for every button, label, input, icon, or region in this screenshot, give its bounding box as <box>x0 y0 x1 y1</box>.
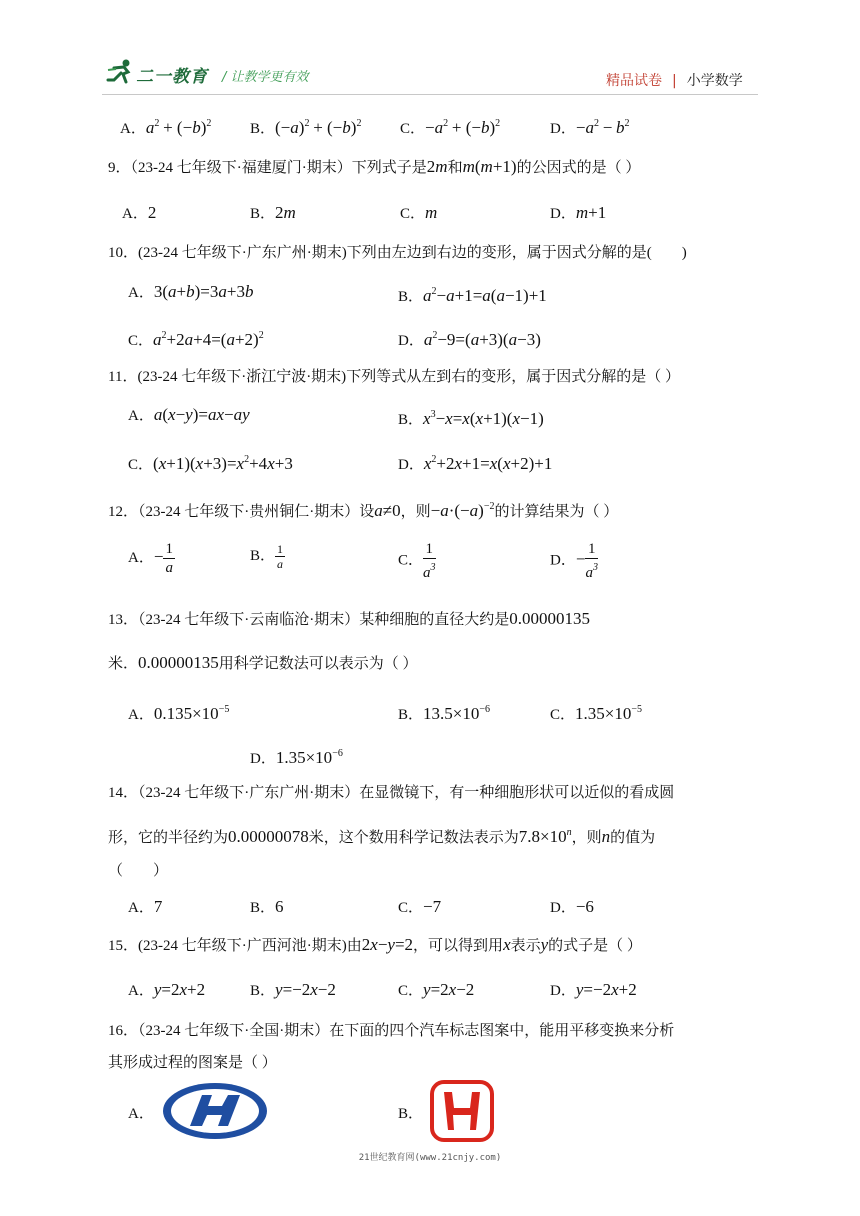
question-14-line3: （ ） <box>108 863 169 879</box>
q10-option-a: A．3(a+b)=3a+3b <box>128 282 254 301</box>
q14-option-b: B．6 <box>250 897 284 916</box>
runner-logo-icon <box>106 58 136 86</box>
q11-option-a: A．a(x−y)=ax−ay <box>128 405 250 424</box>
q14-option-c: C．−7 <box>398 897 442 916</box>
header-divider <box>102 94 758 95</box>
logo-text: 二一教育 <box>136 67 208 87</box>
question-16-line2: 其形成过程的图案是（ ） <box>108 1055 277 1071</box>
header-separator: | <box>672 73 677 89</box>
q15-option-b: B．y=−2x−2 <box>250 980 336 999</box>
q12-option-b: B． $\frac{1}{a}$ <box>250 542 284 571</box>
q16-option-b-label: B． <box>398 1106 424 1122</box>
q11-option-b: B．$x^3-x=x(x+1)(x-1)$ <box>398 409 544 428</box>
hyundai-logo-icon <box>160 1080 270 1142</box>
q12-option-a: A．− $\frac{1}{a}$ <box>128 541 173 576</box>
q8-option-c: C．$-a^2 + (-b)^2$ <box>400 118 501 137</box>
question-14: 14．（23-24 七年级下·广东广州·期末）在显微镜下，有一种细胞形状可以近似的看成圆 <box>108 785 675 801</box>
question-16: 16．（23-24 七年级下·全国·期末）在下面的四个汽车标志图案中，能用平移变换来分析 <box>108 1023 675 1039</box>
question-15: 15．(23-24 七年级下·广西河池·期末)由2x−y=2，可以得到用x表示y的式子是（ ） <box>108 935 642 954</box>
question-10: 10．(23-24 七年级下·广东广州·期末)下列由左边到右边的变形，属于因式分解的是( ) <box>108 245 687 261</box>
q9-option-c: C．m <box>400 203 438 222</box>
header-right <box>606 70 743 90</box>
slogan: / 让教学更有效 <box>222 70 309 85</box>
question-11: 11．(23-24 七年级下·浙江宁波·期末)下列等式从左到右的变形，属于因式分解的是（ ） <box>108 369 680 385</box>
honda-logo-icon <box>430 1080 494 1142</box>
q10-option-d: D．$a^2-9=(a+3)(a-3)$ <box>398 330 541 349</box>
q15-option-d: D．y=−2x+2 <box>550 980 637 999</box>
q13-option-c: C．$1.35\times 10^{-5}$ <box>550 704 642 723</box>
q14-option-a: A．7 <box>128 897 163 916</box>
q13-option-a: A．$0.135\times 10^{-5}$ <box>128 704 230 723</box>
q14-option-d: D．−6 <box>550 897 594 916</box>
header-category: 精品试卷 <box>606 73 662 89</box>
q16-option-a-label: A． <box>128 1106 154 1122</box>
question-9: 9．（23-24 七年级下·福建厦门·期末）下列式子是2m和m(m+1)的公因式的是（ ） <box>108 157 641 176</box>
question-13: 13．（23-24 七年级下·云南临沧·期末）某种细胞的直径大约是0.00000135 <box>108 609 591 628</box>
page-header <box>0 0 860 100</box>
q10-option-c: C．$a^2+2a+4=(a+2)^2$ <box>128 330 264 349</box>
q13-option-b: B．$13.5\times 10^{-6}$ <box>398 704 490 723</box>
logo <box>106 58 218 88</box>
q8-option-b: B．$(-a)^2 + (-b)^2$ <box>250 118 362 137</box>
q15-option-c: C．y=2x−2 <box>398 980 475 999</box>
q11-option-d: D．$x^2+2x+1=x(x+2)+1$ <box>398 454 553 473</box>
q10-option-b: B．$a^2-a+1=a(a-1)+1$ <box>398 286 547 305</box>
q9-option-b: B．2m <box>250 203 296 222</box>
q12-option-d: D．− $\frac{1}{a^3}$ <box>550 541 598 581</box>
q13-option-d: D．$1.35\times 10^{-6}$ <box>250 748 343 767</box>
header-subject: 小学数学 <box>686 73 743 89</box>
q15-option-a: A．y=2x+2 <box>128 980 206 999</box>
question-13-line2: 米．0.00000135用科学记数法可以表示为（ ） <box>108 653 418 672</box>
question-12: 12．（23-24 七年级下·贵州铜仁·期末）设a≠0，则$-a\cdot(-a)^{-2}$的计算结果为（ ） <box>108 501 619 520</box>
page-footer: 21世纪教育网(www.21cnjy.com) <box>358 1153 502 1163</box>
q8-option-d: D．$-a^2 - b^2$ <box>550 118 630 137</box>
q9-option-a: A．2 <box>122 203 157 222</box>
q11-option-c: C．$(x+1)(x+3)=x^2+4x+3$ <box>128 454 293 473</box>
q12-option-c: C． $\frac{1}{a^3}$ <box>398 541 436 581</box>
q8-option-a: A．$a^2 + (-b)^2$ <box>120 118 212 137</box>
q9-option-d: D．m+1 <box>550 203 607 222</box>
question-14-line2: 形，它的半径约为0.00000078米，这个数用科学记数法表示为$7.8\times 10^n$，则n的值为 <box>108 827 656 846</box>
